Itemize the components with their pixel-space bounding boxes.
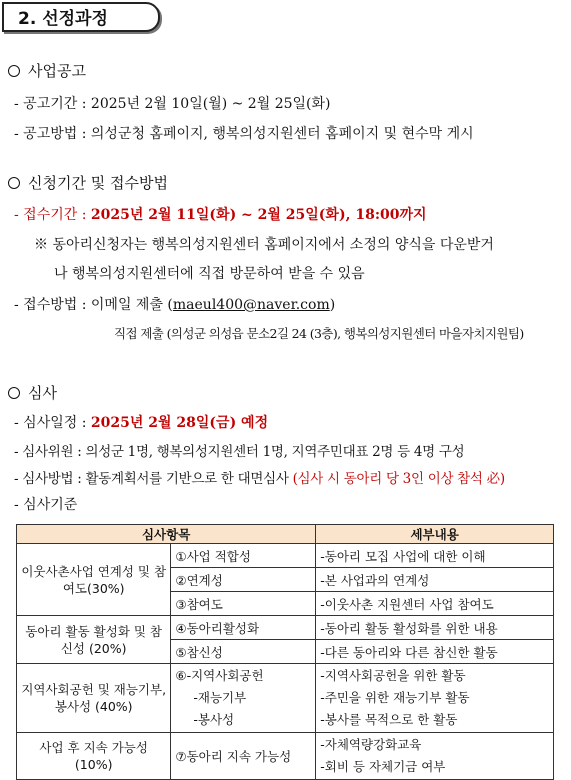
criteria-header-item: 심사항목 bbox=[17, 525, 316, 544]
criteria-item: ①사업 적합성 bbox=[171, 544, 316, 568]
criteria-category: 사업 후 지속 가능성 (10%) bbox=[17, 733, 171, 780]
review-criteria-label: - 심사기준 bbox=[14, 497, 78, 513]
announce-period-label: - 공고기간 : bbox=[14, 96, 87, 112]
criteria-category: 지역사회공헌 및 재능기부, 봉사성 (40%) bbox=[17, 664, 171, 733]
review-heading-text: 심사 bbox=[28, 384, 57, 402]
table-row bbox=[17, 544, 554, 568]
apply-method-email-suffix: ) bbox=[329, 297, 336, 313]
circle-bullet-icon bbox=[8, 65, 20, 77]
circle-bullet-icon bbox=[8, 177, 20, 189]
table-row bbox=[17, 616, 554, 640]
criteria-item-line: ⑥-지역사회공헌 bbox=[175, 668, 264, 683]
review-members-label: - 심사위원 : bbox=[14, 444, 82, 460]
apply-method-email-prefix: 이메일 제출 ( bbox=[90, 297, 173, 313]
review-method bbox=[14, 467, 505, 487]
criteria-detail: -동아리 모집 사업에 대한 이해 bbox=[316, 544, 554, 568]
criteria-item: ⑦동아리 지속 가능성 bbox=[171, 733, 316, 780]
criteria-item bbox=[171, 664, 316, 733]
review-date-value: 2025년 2월 28일(금) 예정 bbox=[90, 415, 269, 431]
criteria-header-row bbox=[17, 525, 554, 544]
apply-method-visit: 직접 제출 (의성군 의성읍 문소2길 24 (3층), 행복의성지원센터 마을자치지원팀) bbox=[114, 326, 524, 341]
criteria-category: 동아리 활동 활성화 및 참신성 (20%) bbox=[17, 616, 171, 664]
apply-note-line1: ※ 동아리신청자는 행복의성지원센터 홈페이지에서 소정의 양식을 다운받거 bbox=[34, 237, 494, 253]
apply-period-value: 2025년 2월 11일(화) ~ 2월 25일(화), 18:00까지 bbox=[90, 207, 427, 223]
criteria-detail: -동아리 활동 활성화를 위한 내용 bbox=[316, 616, 554, 640]
criteria-item-line: -봉사성 bbox=[193, 712, 235, 727]
apply-method-label: - 접수방법 : bbox=[14, 297, 87, 313]
announce-method bbox=[14, 123, 474, 143]
review-heading bbox=[8, 382, 57, 403]
criteria-detail-line: -회비 등 자체기금 여부 bbox=[320, 759, 446, 774]
apply-note-line2: 나 행복의성지원센터에 직접 방문하여 받을 수 있음 bbox=[54, 266, 365, 282]
criteria-item-line: -재능기부 bbox=[193, 690, 247, 705]
criteria-item: ⑤참신성 bbox=[171, 640, 316, 664]
review-method-label: - 심사방법 : bbox=[14, 471, 82, 487]
review-method-value: 활동계획서를 기반으로 한 대면심사 bbox=[85, 471, 293, 487]
criteria-item: ②연계성 bbox=[171, 568, 316, 592]
apply-method bbox=[14, 294, 335, 314]
apply-period-label: - 접수기간 : bbox=[14, 207, 87, 223]
criteria-detail-line: -지역사회공헌을 위한 활동 bbox=[320, 668, 466, 683]
email-link[interactable]: maeul400@naver.com bbox=[172, 297, 330, 313]
review-date bbox=[14, 412, 268, 432]
criteria-detail: -본 사업과의 연계성 bbox=[316, 568, 554, 592]
section-title: 2. 선정과정 bbox=[2, 2, 160, 32]
criteria-detail bbox=[316, 664, 554, 733]
criteria-table bbox=[16, 524, 554, 780]
criteria-detail-line: -봉사를 목적으로 한 활동 bbox=[320, 712, 458, 727]
apply-heading-text: 신청기간 및 접수방법 bbox=[28, 174, 168, 192]
criteria-item: ④동아리활성화 bbox=[171, 616, 316, 640]
criteria-category: 이웃사촌사업 연계성 및 참여도(30%) bbox=[17, 544, 171, 616]
criteria-detail: -다른 동아리와 다른 참신한 활동 bbox=[316, 640, 554, 664]
review-members-value: 의성군 1명, 행복의성지원센터 1명, 지역주민대표 2명 등 4명 구성 bbox=[85, 444, 465, 460]
announce-method-value: 의성군청 홈페이지, 행복의성지원센터 홈페이지 및 현수막 게시 bbox=[90, 126, 474, 142]
criteria-detail bbox=[316, 733, 554, 780]
criteria-item: ③참여도 bbox=[171, 592, 316, 616]
review-date-label: - 심사일정 : bbox=[14, 415, 87, 431]
apply-period bbox=[14, 204, 427, 224]
announce-period-value: 2025년 2월 10일(월) ~ 2월 25일(화) bbox=[90, 96, 331, 112]
criteria-detail: -이웃사촌 지원센터 사업 참여도 bbox=[316, 592, 554, 616]
criteria-header-detail: 세부내용 bbox=[316, 525, 554, 544]
table-row bbox=[17, 733, 554, 780]
criteria-detail-line: -주민을 위한 재능기부 활동 bbox=[320, 690, 470, 705]
announce-heading-text: 사업공고 bbox=[28, 62, 86, 80]
announce-period bbox=[14, 93, 330, 113]
review-members bbox=[14, 440, 464, 460]
circle-bullet-icon bbox=[8, 387, 20, 399]
table-row bbox=[17, 664, 554, 733]
announce-heading bbox=[8, 60, 86, 81]
apply-heading bbox=[8, 172, 168, 193]
criteria-detail-line: -자체역량강화교육 bbox=[320, 737, 422, 752]
announce-method-label: - 공고방법 : bbox=[14, 126, 87, 142]
review-method-note: (심사 시 동아리 당 3인 이상 참석 必) bbox=[292, 471, 505, 487]
